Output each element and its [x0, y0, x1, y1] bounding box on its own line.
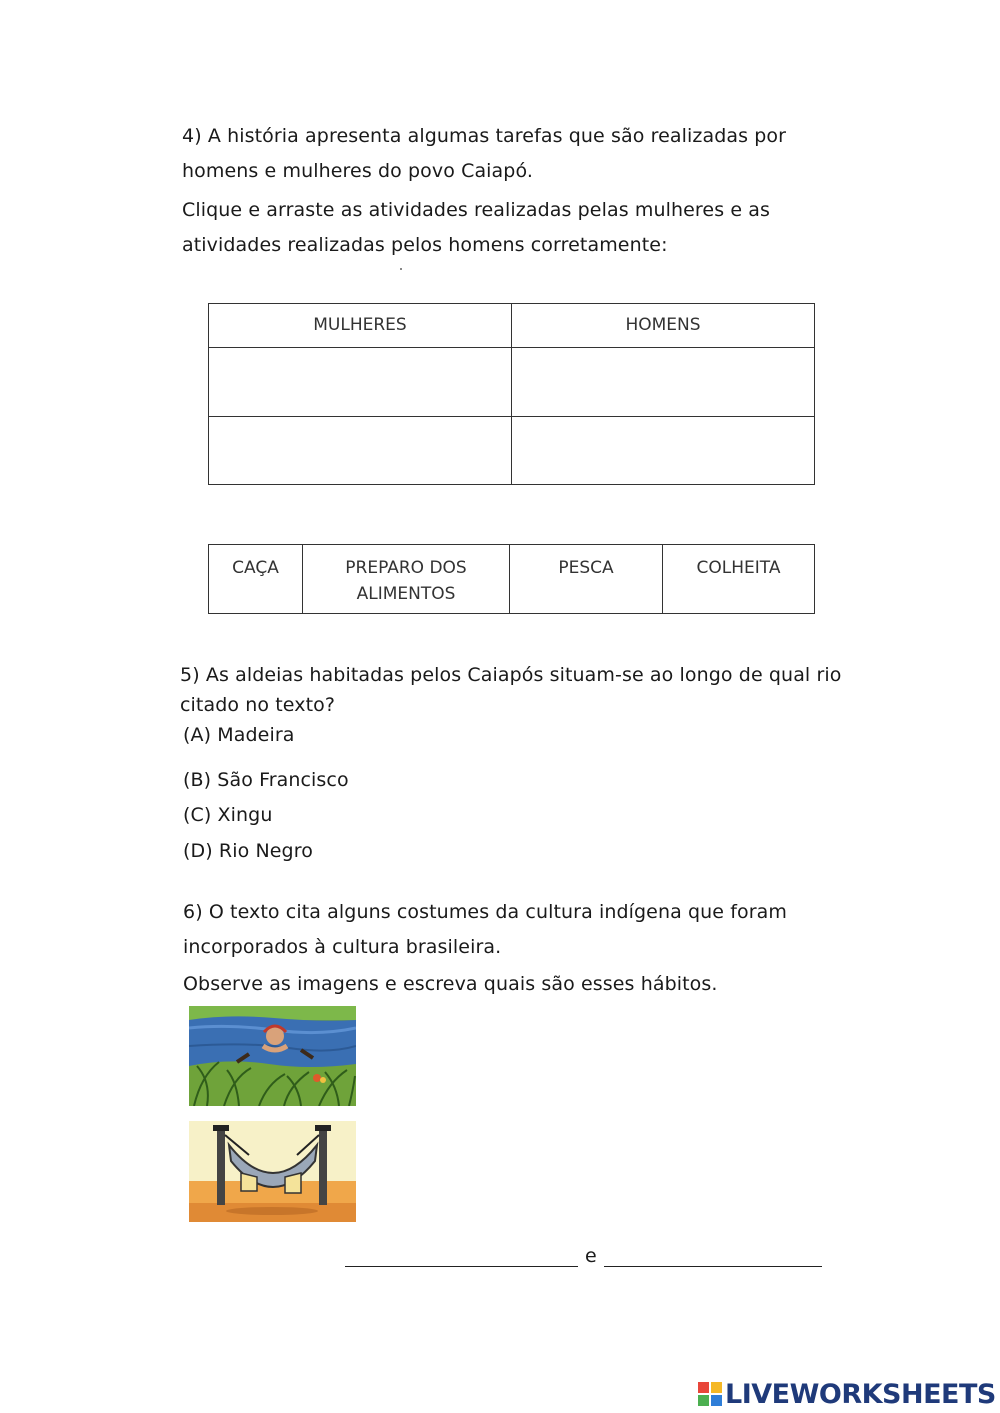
draggable-preparo-dos-alimentos[interactable]: PREPARO DOS ALIMENTOS: [345, 558, 467, 604]
q5-option-d[interactable]: (D) Rio Negro: [183, 840, 313, 862]
header-mulheres: MULHERES: [313, 315, 407, 335]
q4-text-line-4: atividades realizadas pelos homens corretamente:: [182, 234, 668, 256]
draggable-pesca[interactable]: PESCA: [558, 558, 614, 578]
liveworksheets-logo: [698, 1380, 996, 1408]
q5-option-a[interactable]: (A) Madeira: [183, 724, 295, 746]
q5-text-line-1: 5) As aldeias habitadas pelos Caiapós situam-se ao longo de qual rio: [180, 664, 842, 686]
draggable-colheita[interactable]: COLHEITA: [696, 558, 781, 578]
q6-text-line-1: 6) O texto cita alguns costumes da cultura indígena que foram: [183, 901, 787, 923]
draggable-caca[interactable]: CAÇA: [232, 558, 279, 578]
river-bathing-image: [189, 1006, 356, 1106]
drop-cell-mulheres-1[interactable]: [209, 348, 511, 416]
liveworksheets-logo-icon: [698, 1382, 722, 1406]
q6-text-line-2: incorporados à cultura brasileira.: [183, 936, 502, 958]
header-homens: HOMENS: [625, 315, 701, 335]
q5-text-line-2: citado no texto?: [180, 694, 336, 716]
stray-dot: [400, 268, 402, 270]
drop-cell-homens-1[interactable]: [512, 348, 814, 416]
answer-blank-2[interactable]: [604, 1266, 822, 1267]
activities-table: [208, 303, 815, 485]
q6-text-line-3: Observe as imagens e escreva quais são esses hábitos.: [183, 973, 718, 995]
drop-cell-homens-2[interactable]: [512, 417, 814, 484]
hammock-image: [189, 1121, 356, 1222]
q5-option-b[interactable]: (B) São Francisco: [183, 769, 349, 791]
answer-connector: e: [585, 1245, 597, 1267]
q5-option-c[interactable]: (C) Xingu: [183, 804, 273, 826]
q4-text-line-3: Clique e arraste as atividades realizadas pelas mulheres e as: [182, 199, 771, 221]
answer-blank-1[interactable]: [345, 1266, 578, 1267]
drop-cell-mulheres-2[interactable]: [209, 417, 511, 484]
logo-text: LIVEWORKSHEETS: [725, 1378, 996, 1410]
q4-text-line-1: 4) A história apresenta algumas tarefas que são realizadas por: [182, 125, 787, 147]
word-bank: [208, 544, 815, 614]
q4-text-line-2: homens e mulheres do povo Caiapó.: [182, 160, 533, 182]
